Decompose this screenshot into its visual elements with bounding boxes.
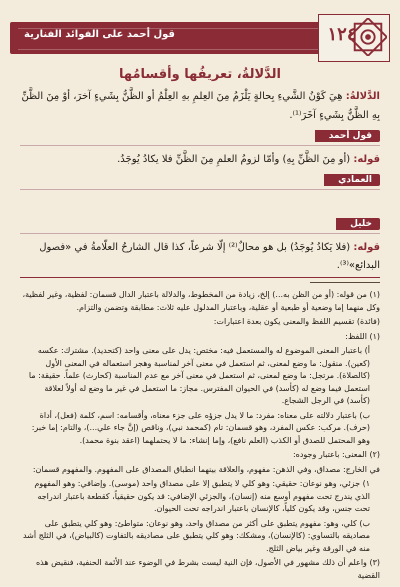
definition-paragraph: [20, 87, 380, 125]
footnote-rule: [310, 282, 380, 283]
gloss-heading-imadi: [20, 173, 380, 193]
gloss-empty-space: [20, 193, 380, 213]
footnote-heading: (٢) المعنى: باعتبار وجوده:: [292, 450, 380, 459]
gloss-label-imadi: العمادي: [324, 174, 380, 186]
footnote-item: في الخارج: مصداق، وفي الذهن: مفهوم، والعلاقة بينهما انطباق المصداق على المفهوم. والمفهوم قسمان:: [32, 464, 380, 474]
footnote-item: ب) كلي، وهو: مفهوم يتطبق على أكثر من مصداق واحد، وهو نوعان: متواطئ: وهو كلي يتطبق على مصاديقه بالتساوي: (كالإنسان)، ومشكك: وهو كلي يتطبق على مصاديقه بالتفاوت (كالبياض)، في الثلج أشد منه في الورقة وغير بياض الثلج.: [22, 518, 370, 553]
octagram-ornament-icon: [349, 18, 387, 56]
section-title: الدَّلالةُ، تعريفُها وأقسامُها: [119, 67, 281, 82]
running-title: قول أحمد على الفوائد الفنارية: [24, 29, 175, 40]
gloss-lead: قوله:: [353, 242, 380, 253]
gloss-lead: قوله:: [353, 154, 380, 165]
gloss-divider: [20, 233, 380, 234]
gloss-heading-ahmad: [20, 129, 380, 149]
footnote-heading: (١) اللفظ:: [345, 331, 380, 341]
gloss-divider: [20, 145, 380, 146]
footnote-separator: [20, 277, 380, 278]
gloss-label-ahmad: قول أحمد: [315, 130, 380, 142]
definition-lead: الدَّلالةُ:: [345, 91, 380, 102]
gloss-heading-khalil: [20, 217, 380, 237]
footnote-heading: (فائدة) تقسيم اللفظ والمعنى يكون بعدة اعتبارات:: [213, 317, 380, 326]
gloss-label-khalil: خليل: [336, 218, 380, 230]
gloss-body: (فلا يَكادُ يُوجَدُ) بل هو محالٌ⁽²⁾ إلّا شرعاً، كذا قال الشارحُ العلّامةُ في «فصول البدائع»⁽³⁾.: [39, 242, 380, 271]
gloss-divider: [20, 189, 380, 190]
page-content: [20, 66, 380, 584]
gloss-text-khalil: [20, 239, 380, 275]
definition-body: هِيَ كَوْنُ الشَّيءِ بِحالةٍ يَلْزَمُ مِنَ العِلمِ بهِ العِلْمُ أو الظَّنُّ بِشَيءٍ آخرَ، أوْ مِنَ الظَّنِّ بِهِ الظَّنُّ بِشَيءٍ آخَرَ⁽¹⁾.: [21, 91, 380, 121]
gloss-text-ahmad: [20, 151, 380, 169]
footnotes: [20, 289, 380, 582]
gloss-body: (أو مِنَ الظَّنِّ بِهِ) وأمّا لزومُ العلمِ مِنَ الظَّنِّ فلا يكادُ يُوجَدُ.: [117, 154, 351, 165]
footnote-3: (٣) واعلم أن ذلك مشهور في الأصول، فإن النية ليست بشرط في الوضوء عند الأئمة الحنفية، فنقيض هذه القضية: [35, 558, 380, 580]
footnote-item: ب) باعتبار دلالته على معناه: مفرد: ما لا يدل جزؤه على جزء معناه، وأقسامه: اسم، كلمة (فعل)، أداة (حرف). مركب: عكس المفرد، وهو قسمان: تام (كمحمد نبي)، وناقص (إنَّ جاء علي...)، والتام: إما خبر: وهو المحتمل للصدق أو الكذب (العلم نافع)، وإما إنشاء: ما لا يحتملهما (اعقد بنوة محمد).: [31, 410, 370, 445]
footnote-item: ١) جزئي، وهو نوعان: حقيقي: وهو كلي لا يتطبق إلا على مصداق واحد (موسى). وإضافي: وهو المفهوم الذي يندرج تحت مفهوم أوسع منه (إنسان)، والجزئي الإضافي: قد يكون حقيقياً، كقطعة باعتبار اندراجه تحت جنس، وقد يكون كلياً، كالإنسان باعتبار اندراجه تحت الحيوان.: [34, 479, 370, 513]
page-number: ١٢٤: [327, 24, 357, 45]
footnote-item: أ) باعتبار المعنى الموضوع له والمستعمل فيه: مختص: يدل على معنى واحد (كتحديد). مشترك: عكسه (كعين). منقول: ما وضع لمعنى، ثم استعمل في معنى آخر لمناسبة وهجر استعماله في المعنى الأول (كالصلاة). مرتجل: ما وضع لمعنى، ثم استعمل في معنى آخر مع عدم المناسبة (كحارث) علماً. حقيقة: ما استعمل فيما وضع له (كأسد) في الحيوان المفترس. مجاز: ما استعمل في غير ما وضع له أولاً لعلاقة (كأسد) في الرجل الشجاع.: [28, 346, 370, 405]
page-header: [0, 0, 400, 66]
page-number-box: [318, 14, 390, 62]
footnote-1: (١) من قوله: (أو من الظن به...) إلخ، زيادة من المخطوط، والدلالة باعتبار الدال قسمان: لفظية، وغير لفظية، وكل منهما إما وضعية أو طبعية أو عقلية، وباعتبار المدلول عليه ثلاث: مطابقة وتضمن والتزام.: [22, 290, 380, 312]
